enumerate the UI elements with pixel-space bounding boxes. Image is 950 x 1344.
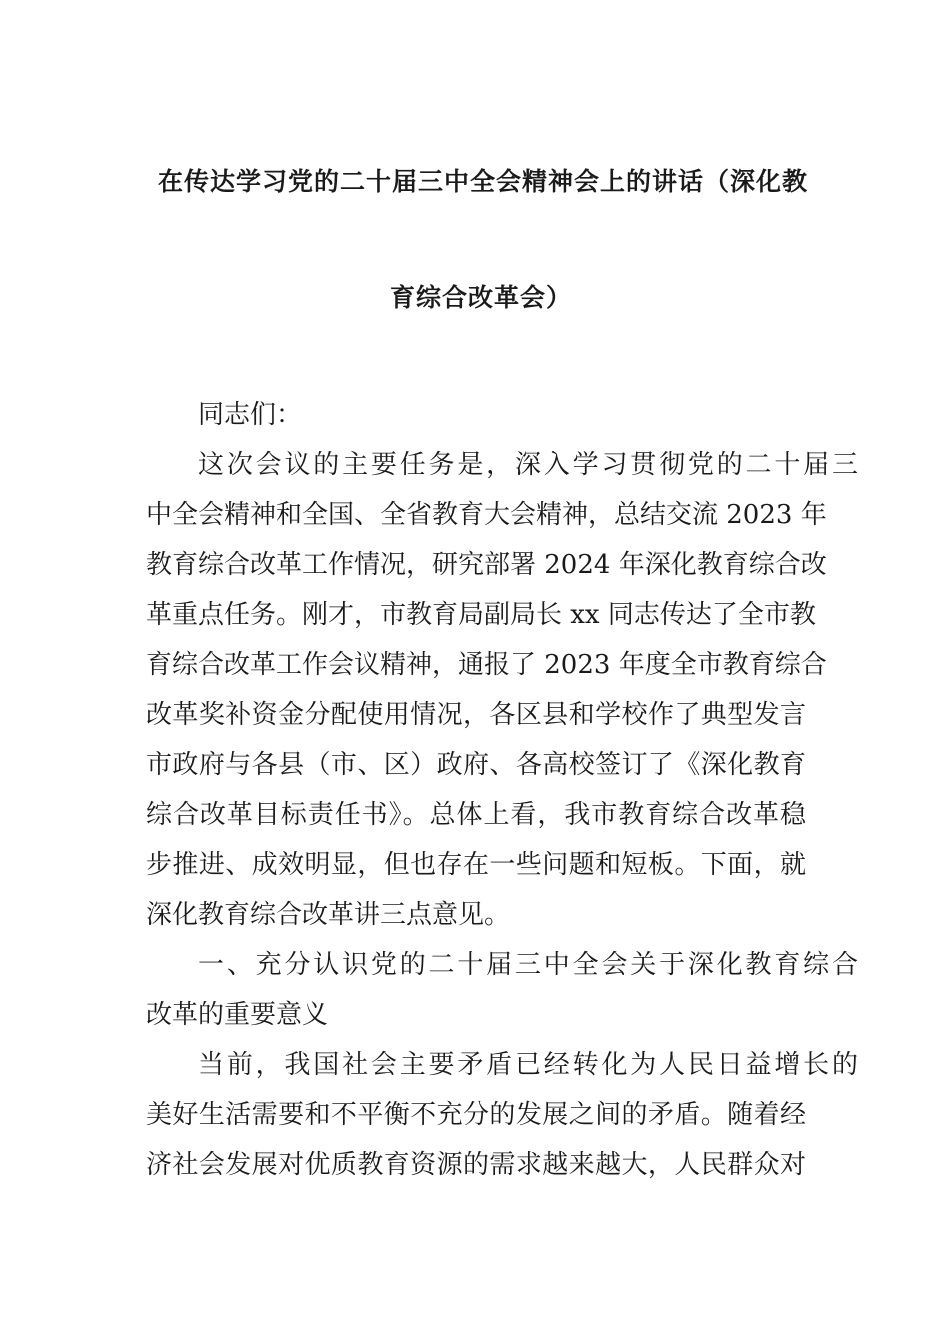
section-heading-line: 一、充分认识党的二十届三中全会关于深化教育综合 (198, 950, 858, 980)
document-title-line-2: 育综合改革会） (390, 283, 573, 312)
body-line: 市政府与各县（市、区）政府、各高校签订了《深化教育 (146, 750, 806, 780)
body-line: 综合改革目标责任书》。总体上看，我市教育综合改革稳 (146, 800, 806, 830)
body-line: 改革奖补资金分配使用情况，各区县和学校作了典型发言 (146, 700, 806, 730)
body-line: 济社会发展对优质教育资源的需求越来越大，人民群众对 (146, 1150, 806, 1180)
body-line: 当前，我国社会主要矛盾已经转化为人民日益增长的 (198, 1050, 858, 1080)
body-line: 步推进、成效明显，但也存在一些问题和短板。下面，就 (146, 850, 806, 880)
body-line: 革重点任务。刚才，市教育局副局长 xx 同志传达了全市教 (146, 600, 816, 630)
salutation-line: 同志们： (198, 400, 303, 430)
body-line: 育综合改革工作会议精神，通报了 2023 年度全市教育综合 (146, 650, 827, 680)
body-line: 这次会议的主要任务是，深入学习贯彻党的二十届三 (198, 450, 858, 480)
document-body (146, 390, 858, 1190)
body-line: 教育综合改革工作情况，研究部署 2024 年深化教育综合改 (146, 550, 827, 580)
body-line: 中全会精神和全国、全省教育大会精神，总结交流 2023 年 (146, 500, 827, 530)
section-heading-line: 改革的重要意义 (146, 1000, 329, 1030)
body-line: 深化教育综合改革讲三点意见。 (146, 900, 511, 930)
document-title-line-1: 在传达学习党的二十届三中全会精神会上的讲话（深化教 (158, 167, 809, 196)
body-line: 美好生活需要和不平衡不充分的发展之间的矛盾。随着经 (146, 1100, 806, 1130)
